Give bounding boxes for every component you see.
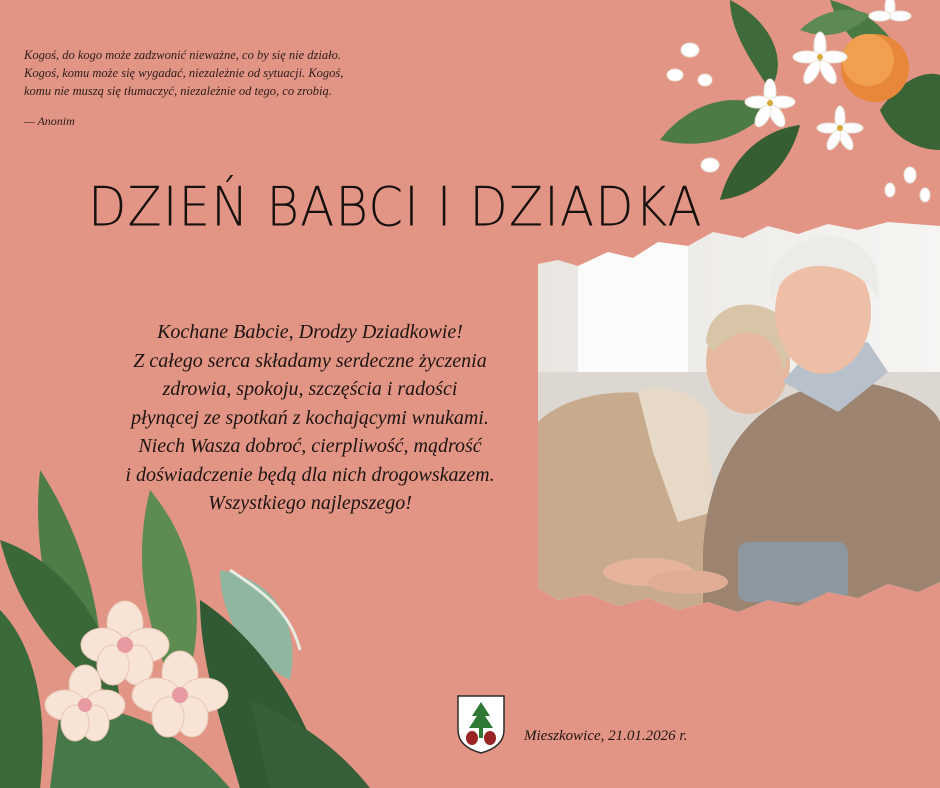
greeting-line: Kochane Babcie, Drodzy Dziadkowie! — [157, 321, 463, 343]
greeting-line: Wszystkiego najlepszego! — [208, 492, 412, 514]
greeting-line: Z całego serca składamy serdeczne życzenia — [133, 349, 487, 372]
place-date: Mieszkowice, 21.01.2026 r. — [524, 728, 688, 744]
tropical-leaves-icon — [0, 470, 370, 788]
quote-line: komu nie muszą się tłumaczyć, niezależnie od tego, co zrobią. — [24, 84, 332, 98]
quote-text — [24, 46, 424, 100]
quote-line: Kogoś, komu może się wygadać, niezależnie od sytuacji. Kogoś, — [24, 66, 344, 80]
municipal-coat-of-arms-icon — [456, 694, 506, 754]
greeting-line: i doświadczenie będą dla nich drogowskazem. — [125, 463, 495, 486]
greeting-line: płynącej ze spotkań z kochającymi wnukami. — [131, 406, 489, 429]
couple-photo — [538, 222, 940, 614]
page-title: DZIEŃ BABCI I DZIADKA — [88, 176, 703, 239]
quote-line: Kogoś, do kogo może zadzwonić nieważne, co by się nie działo. — [24, 48, 341, 62]
greeting-line: zdrowia, spokoju, szczęścia i radości — [162, 378, 458, 400]
greeting-line: Niech Wasza dobroć, cierpliwość, mądrość — [138, 435, 482, 457]
quote-author: — Anonim — [24, 114, 75, 128]
